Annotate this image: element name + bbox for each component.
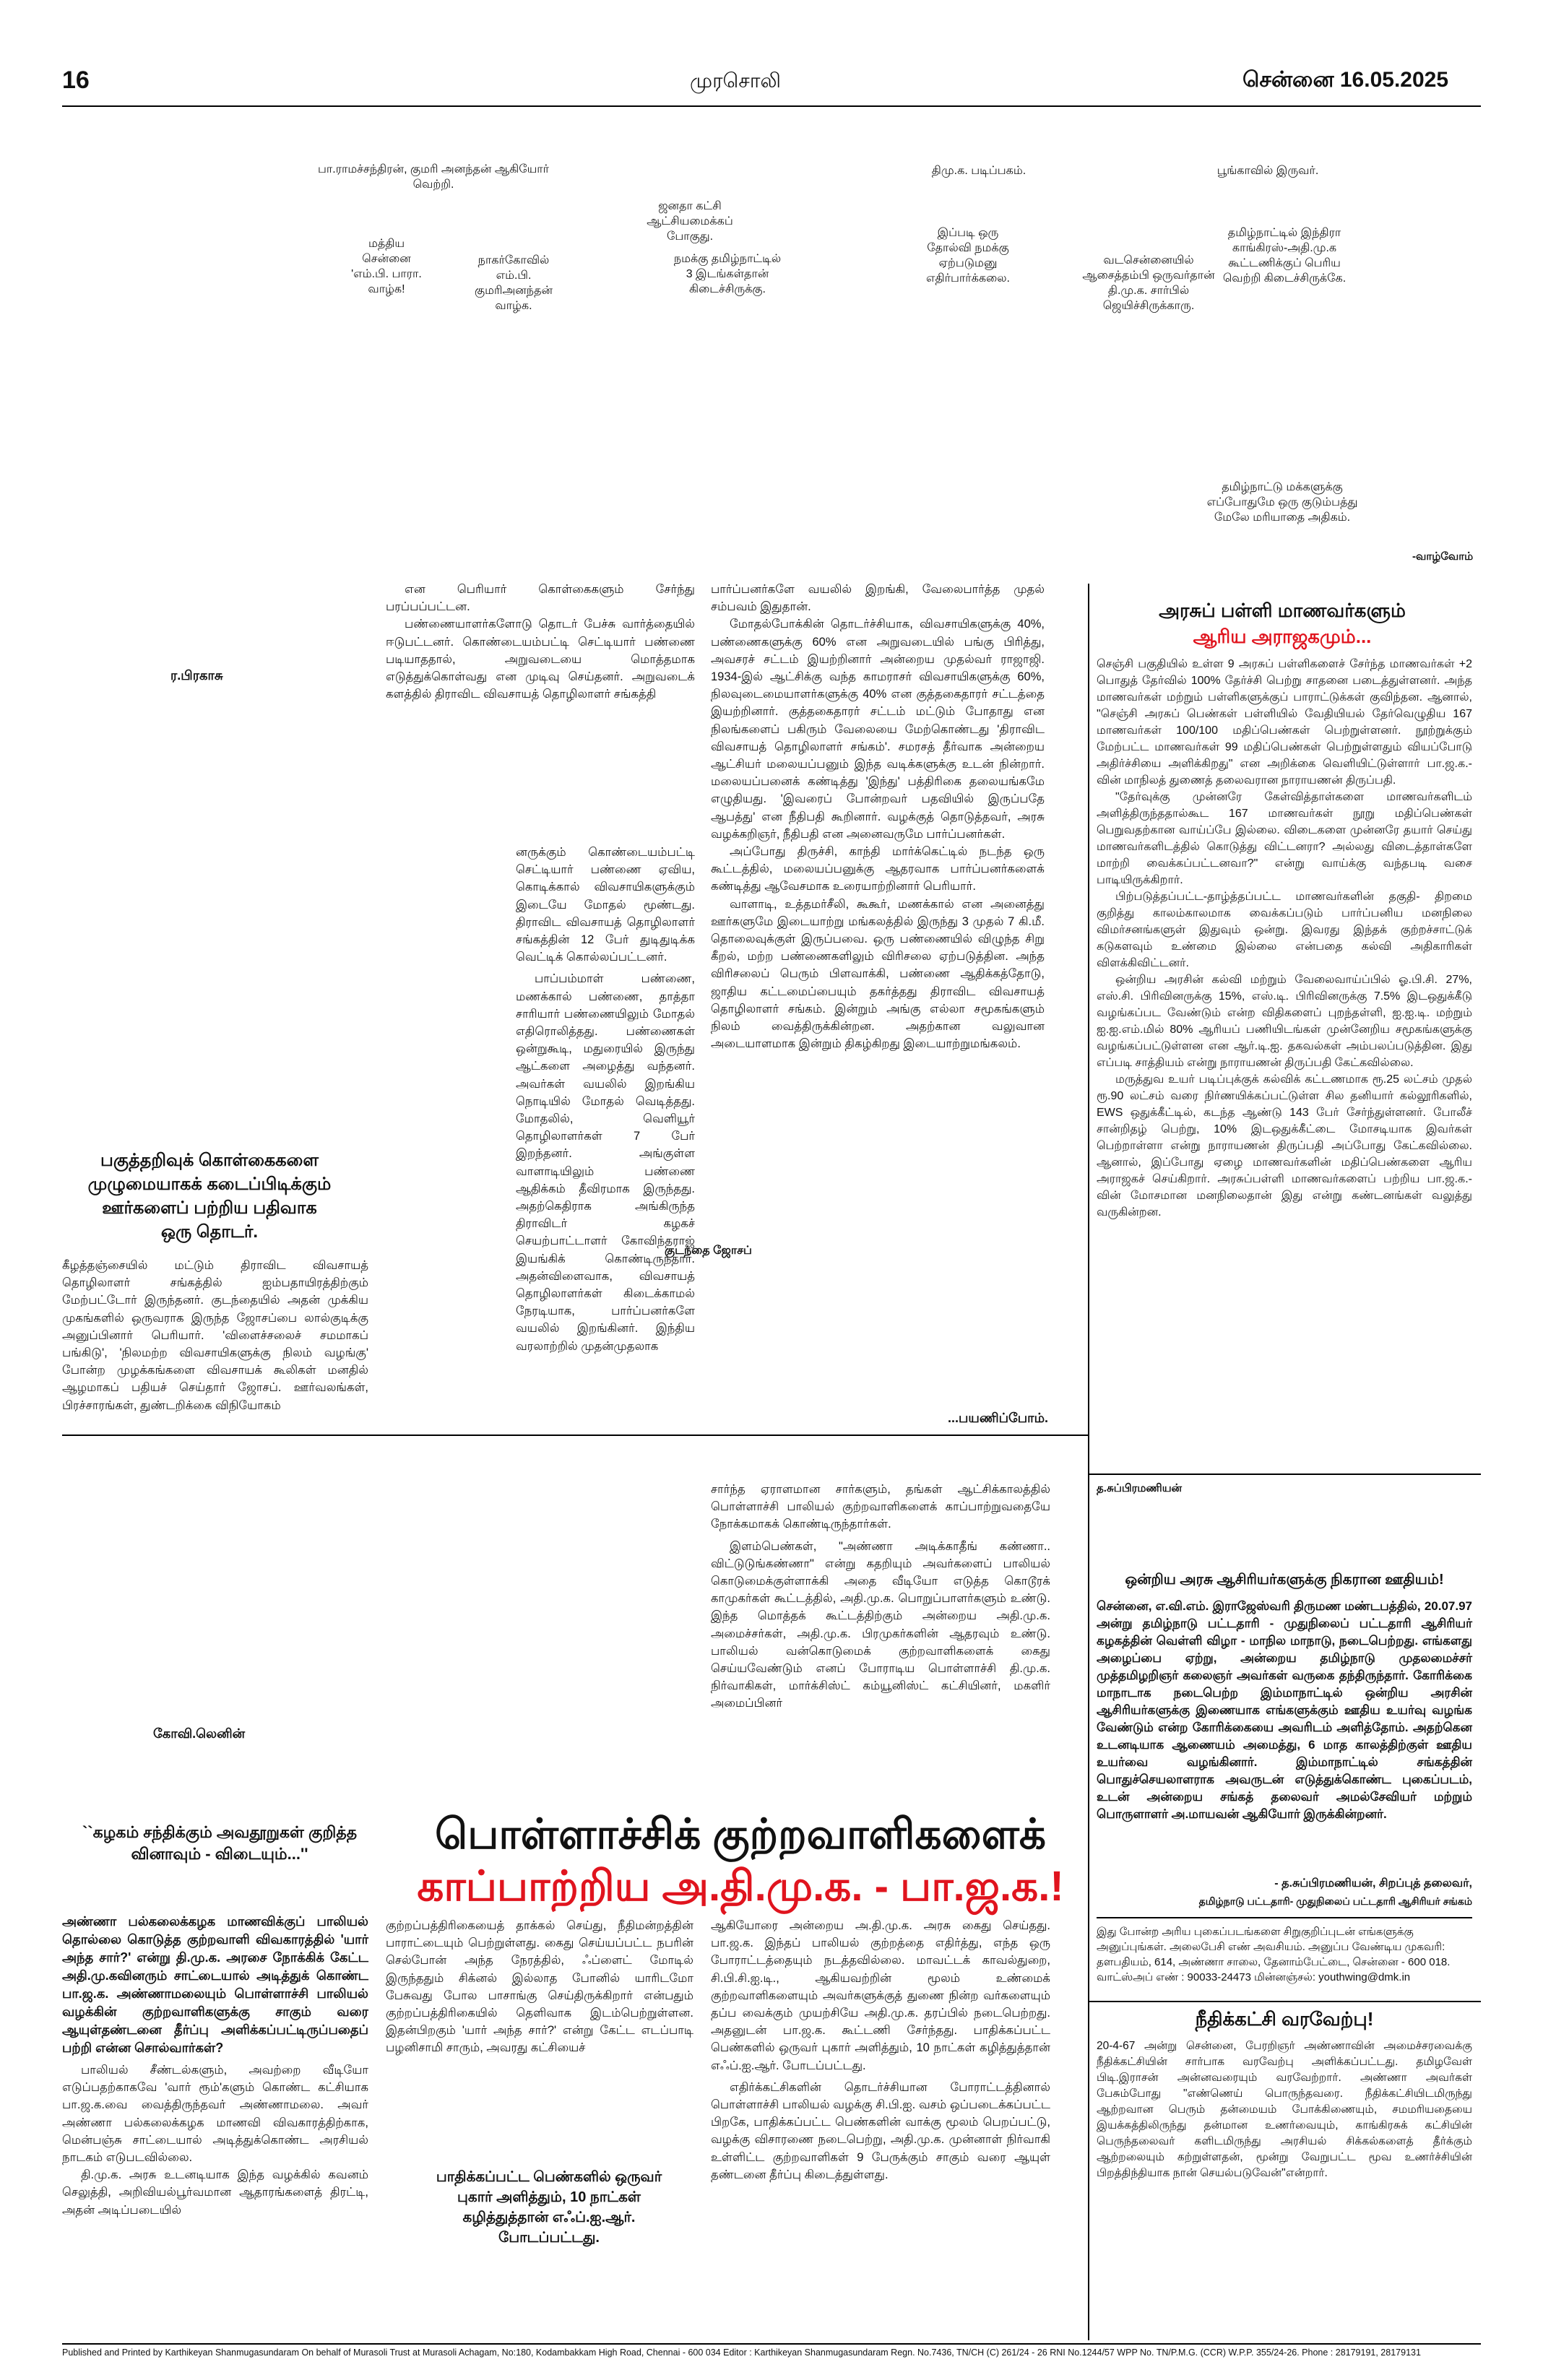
section-rule	[1088, 2001, 1481, 2002]
article-headline: ``கழகம் சந்திக்கும் அவதூறுகள் குறித்த வினாவும் - விடையும்...''	[82, 1823, 358, 1863]
cartoon-caption: நாகர்கோவில் எம்.பி. குமரிஅனந்தன் வாழ்க.	[474, 254, 553, 312]
cartoon-caption: மத்திய சென்னை 'எம்.பி. பாரா. வாழ்க!	[351, 238, 422, 295]
article-column: னருக்கும் கொண்டையம்பட்டி செட்டியார் பண்ணை ஏவிய, கொடிக்கால் விவசாயிகளுக்கும் இடையே மோதல் மூண்டது. திராவிட விவசாயத் தொழிலாளர் சங்கத்தின் 12 பேர் துடிதுடிக்க வெட்டிக் கொல்லப்பட்டனர். பாப்பம்மாள் பண்ணை, மணக்கால் பண்ணை, தாத்தா சாரியார் பண்ணையிலும் மோதல் எதிரொலித்தது. பண்ணைகள் ஒன்றுகூடி, மதுரையில் இருந்து ஆட்களை அழைத்து வந்தனர். அவர்கள் வயலில் இறங்கிய நொடியில் மோதல் வெடித்தது. மோதலில், வெளியூர் தொழிலாளர்கள் 7 பேர் இறந்தனர். அங்குள்ள வாளாடியிலும் பண்ணை ஆதிக்கம் தீவிரமாக இருந்தது. அதற்கெதிராக அங்கிருந்த திராவிடர் கழகச் செயற்பாட்டாளர் கோவிந்தராஜ் இயங்கிக் கொண்டிருந்தார். அதன்விளைவாக, விவசாயத் தொழிலாளர்கள் கிடைக்காமல் நேரடியாக, பார்ப்பனர்களே வயலில் இறங்கினர். இந்திய வரலாற்றில் முதன்முதலாக	[516, 846, 695, 1353]
article-byline: கோவி.லெனின்	[153, 1726, 246, 1741]
cartoon-caption: பூங்காவில் இருவர்.	[1216, 165, 1319, 177]
banner-headline-line2: காப்பாற்றிய அ.தி.மு.க. - பா.ஜ.க.!	[417, 1863, 1064, 1910]
article-subtitle: ஆரிய அராஜகமும்...	[1193, 626, 1372, 647]
article-headline: பகுத்தறிவுக் கொள்கைகளை முழுமையாகக் கடைப்பிடிக்கும் ஊர்களைப் பற்றிய பதிவாக ஒரு தொடர்.	[87, 1151, 332, 1242]
cartoon-caption: தமிழ்நாட்டில் இந்திரா காங்கிரஸ்-அதி.மு.க கூட்டணிக்குப் பெரிய வெற்றி கிடைச்சிருக்கே.	[1222, 227, 1347, 285]
cartoon-caption: ஜனதா கட்சி ஆட்சியமைக்கப் போகுது.	[647, 200, 733, 243]
section-rule	[1088, 1474, 1481, 1475]
article-column: பார்ப்பனர்களே வயலில் இறங்கி, வேலைபார்த்த முதல் சம்பவம் இதுதான். மோதல்போக்கின் தொடர்ச்சியாக, விவசாயிகளுக்கு 40%, பண்ணைகளுக்கு 60% என அறுவடையில் பங்கு பிரித்து, அவசரச் சட்டம் இயற்றினார் அன்றைய முதல்வர் ராஜாஜி. 1934-இல் ஆட்சிக்கு வந்த காமராசர் விவசாயிகளுக்கு 60%, நிலவுடைமையாளர்களுக்கு 40% என குத்தகைதாரர் சட்டத்தை இயற்றினார். குத்தகைதாரர் சட்டம் மட்டும் போதாது என நிலங்களைப் பகிரும் வேலையை மேற்கொண்டது 'திராவிட விவசாயத் தொழிலாளர் சங்கம்'. சமரசத் தீர்வாக அன்றைய ஆட்சியர் மலையப்பனும் இந்த வடிக்களுக்கு உடன் நின்றார். மலையப்பனைக் கண்டித்து 'இந்து' பத்திரிகை தலையங்கமே எழுதியது. 'இவரைப் போன்றவர் பதவியில் இருப்பதே ஆபத்து' என நீதிபதி கூறினார். வழக்குத் தொடுத்தவர், அரசு வழக்கறிஞர், நீதிபதி என அனைவருமே பார்ப்பனர்கள். அப்போது திருச்சி, காந்தி மார்க்கெட்டில் நடந்த ஒரு கூட்டத்தில், மலையப்பனுக்கு ஆதரவாக பார்ப்பனர்களைக் கண்டித்து ஆவேசமாக உரையாற்றினார் பெரியார். வாளாடி, உத்தமர்சீலி, கூகூர், மணக்கால் என அனைத்து ஊர்களுமே இடையாற்று மங்கலத்தில் இருந்து 3 முதல் 7 கி.மீ. தொலைவுக்குள் இருப்பவை. ஒரு பண்ணையில் விழுந்த சிறு கீறல், மற்ற பண்ணைகளிலும் விரிசலை ஏற்படுத்தின. அந்த விரிசலைப் பெரும் பிளவாக்கி, பண்ணை ஆதிக்கத்தோடு, ஜாதிய கட்டமைப்பையும் தகர்த்தது திராவிட விவசாயத் தொழிலாளர் சங்கம். இன்றும் அங்கு எல்லா சமூகங்களும் நிலம் வைத்திருக்கின்றன. அதற்கான வலுவான அடையாளமாக இன்றும் திகழ்கிறது இடையாற்றுமங்கலம்.	[711, 583, 1045, 1051]
signature: தமிழ்நாடு பட்டதாரி- முதுநிலைப் பட்டதாரி ஆசிரியர் சங்கம்	[1198, 1895, 1472, 1907]
cartoon-caption: வடசென்னையில் ஆசைத்தம்பி ஒருவர்தான் தி.மு.க. சார்பில் ஜெயிச்சிருக்காரு.	[1082, 254, 1215, 312]
cartoon-caption: திமு.க. படிப்பகம்.	[931, 165, 1026, 177]
article-byline: ர.பிரகாசு	[170, 668, 223, 683]
column-rule	[1088, 1474, 1089, 2340]
banner-headline-line1: பொள்ளாச்சிக் குற்றவாளிகளைக்	[435, 1811, 1046, 1858]
article-byline: த.சுப்பிரமணியன்	[1097, 1482, 1183, 1494]
masthead-rule	[62, 105, 1481, 107]
contribution-note: இது போன்ற அரிய புகைப்படங்களை சிறுகுறிப்புடன் எங்களுக்கு அனுப்புங்கள். அலைபேசி எண் அவசியம். அனுப்ப வேண்டிய முகவரி: தளபதியம், 614, அண்ணா சாலை, தேனாம்பேட்டை, சென்னை - 600 018. வாட்ஸ்அப் எண் : 90033-24473 மின்னஞ்சல்: youthwing@dmk.in	[1097, 1926, 1451, 1983]
article-column: 20-4-67 அன்று சென்னை, பேரறிஞர் அண்ணாவின் அமைச்சரவைக்கு நீதிக்கட்சியின் சார்பாக வரவேற்பு அளிக்கப்பட்டது. தமிழவேள் பிடி.இராசன் அன்னவரையும் வரவேற்றார். அண்ணா அவர்கள் பேசும்போது "எண்ணெய் பொருந்தவரை. நீதிக்கட்சியிடமிருந்து ஆற்றவான பெரும் தன்மையம் போக்கிணையும், சமமரியதையை இயக்கத்திலிருந்து தன்மான உணர்வையும், காங்கிரசுக் கட்சியின் பெருந்தலைவர் களிடமிருந்து அரசியல் சிக்கல்களைத் தீர்க்கும் ஆற்றலையும் கற்றுள்ளதன், மூன்று வேறுபட்ட மூவ உணர்ச்சியின் பிறத்திந்தியாக நான் செயல்படுவேன்"என்றார்.	[1097, 2040, 1472, 2179]
newspaper-name: முரசொலி	[690, 69, 781, 92]
cartoon-caption: பா.ராமச்சந்திரன், குமரி அனந்தன் ஆகியோர் வெற்றி.	[317, 163, 550, 191]
signature: - த.சுப்பிரமணியன், சிறப்புத் தலைவர்,	[1274, 1877, 1472, 1890]
article-column: ஆகியோரை அன்றைய அ.தி.மு.க. அரசு கைது செய்தது. பா.ஜ.க. இந்தப் பாலியல் குற்றத்தை எதிர்த்து, எந்த ஒரு போராட்டத்தையும் நடத்தவில்லை. மாவட்டக் காவல்துறை, சி.பி.சி.ஐ.டி., ஆகியவற்றின் மூலம் உண்மைக் குற்றவாளிகளையும் அவர்களுக்குத் துணை நின்ற வர்களையும் தப்ப வைக்கும் முயற்சியே அதி.மு.க. தரப்பில் நடைபெற்றது. அதனுடன் பா.ஜ.க. கூட்டணி சேர்ந்தது. பாதிக்கப்பட்ட பெண்களில் ஒருவர் புகார் அளித்தும், 10 நாட்கள் கழித்துத்தான் எஃப்.ஐ.ஆர். போடப்பட்டது. எதிர்க்கட்சிகளின் தொடர்ச்சியான போராட்டத்தினால் பொள்ளாச்சி பாலியல் வழக்கு சி.பி.ஐ. வசம் ஒப்படைக்கப்பட்ட பிறகே, பாதிக்கப்பட்ட பெண்களின் வாக்கு மூலம் பெறப்பட்டு, வழக்கு விசாரணை நடைபெற்று, அதி.மு.க. முன்னாள் நிர்வாகி உள்ளிட்ட குற்றவாளிகள் 9 பேருக்கும் சாகும் வரை ஆயுள் தண்டனை தீர்ப்பு கிடைத்துள்ளது.	[711, 1919, 1050, 2181]
imprint-line: Published and Printed by Karthikeyan Shanmugasundaram On behalf of Murasoli Trust at Murasoli Achagam, No:180, Kodambakkam High Road, Chennai - 600 034 Editor : Karthikeyan Shanmugasundaram Regn. No.7436, TN/CH (C) 261/24 - 26 RNI No.1244/57 WPP No. TN/P.M.G. (CCR) W.P.P. 355/24-26. Phone : 28179191, 28179131	[62, 2347, 1421, 2358]
article-column: சார்ந்த ஏராளமான சார்களும், தங்கள் ஆட்சிக்காலத்தில் பொள்ளாச்சி பாலியல் குற்றவாளிகளைக் காப்பாற்றுவதையே நோக்கமாகக் கொண்டிருந்தார்கள். இளம்பெண்கள், "அண்ணா அடிக்காதீங் கண்ணா.. விட்டுடுங்கண்ணா" என்று கதறியும் அவர்களைப் பாலியல் கொடுமைக்குள்ளாக்கி அதை வீடியோ எடுத்த கொடூரக் காமுகர்கள் கூட்டத்தில், அதி.மு.க. பொறுப்பாளர்களும் உண்டு. இந்த மொத்தக் கூட்டத்திற்கும் அன்றைய அதி.மு.க. அமைச்சர்கள், அதி.மு.க. பிரமுகர்களின் ஆதரவும் உண்டு. பாலியல் வன்கொடுமைக் குற்றவாளிகளைக் கைது செய்யவேண்டும் எனப் போராடிய பொள்ளாச்சி தி.மு.க. நிர்வாகிகள், மார்க்சிஸ்ட் கம்யூனிஸ்ட் கட்சியினர், மகளிர் அமைப்பினர்	[711, 1483, 1050, 1710]
footer-rule	[62, 2343, 1481, 2345]
article-column: அண்ணா பல்கலைக்கழக மாணவிக்குப் பாலியல் தொல்லை கொடுத்த குற்றவாளி விவகாரத்தில் 'யார் அந்த சார்?' என்று தி.மு.க. அரசை நோக்கிக் கேட்ட அதி.மு.கவினரும் சாட்டையால் அடித்துக் கொண்ட பா.ஜ.க. அண்ணாமலையும் பொள்ளாச்சி பாலியல் வழக்கின் குற்றவாளிகளுக்கு சாகும் வரை ஆயுள்தண்டனை தீர்ப்பு அளிக்கப்பட்டிருப்பதைப் பற்றி என்ன சொல்வார்கள்? பாலியல் சீண்டல்களும், அவற்றை வீடியோ எடுப்பதற்காகவே 'வார் ரூம்'களும் கொண்ட கட்சியாக பா.ஜ.க.வை வைத்திருந்தவர் அண்ணாமலை. அவர் அண்ணா பல்கலைக்கழக மாணவி விவகாரத்திற்காக, மென்பஞ்சு சாட்டையால் அடித்துக்கொண்ட அரசியல் நாடகம் எடுபடவில்லை. தி.மு.க. அரசு உடனடியாக இந்த வழக்கில் கவனம் செலுத்தி, அறிவியல்பூர்வமான ஆதாரங்களைத் திரட்டி, அதன் அடிப்படையில்	[62, 1914, 368, 2217]
photo-credit: குடந்தை ஜோசப்	[665, 1245, 752, 1257]
article-title: அரசுப் பள்ளி மாணவர்களும்	[1159, 600, 1406, 621]
section-rule	[62, 1435, 1088, 1436]
cartoon-caption: தமிழ்நாட்டு மக்களுக்கு எப்போதுமே ஒரு குடும்பத்து மேலே மரியாதை அதிகம்.	[1206, 481, 1358, 524]
cartoon-caption: நமக்கு தமிழ்நாட்டில் 3 இடங்கள்தான் கிடைச்சிருக்கு.	[673, 253, 782, 295]
article-column: என பெரியார் கொள்கைகளும் சேர்ந்து பரப்பப்பட்டன. பண்ணையாளர்களோடு தொடர் பேச்சு வார்த்தையில் ஈடுபட்டனர். கொண்டையம்பட்டி செட்டியார் பண்ணை படியாததால், அறுவடையை மொத்தமாக எடுத்துக்கொள்வது என முடிவு செய்தனர். அறுவடைக் களத்தில் திராவிட விவசாயத் தொழிலாளர் சங்கத்தி	[386, 583, 695, 701]
article-title: நீதிக்கட்சி வரவேற்பு!	[1195, 2008, 1374, 2030]
page-number: 16	[62, 66, 90, 94]
article-column: சென்னை, எ.வி.எம். இராஜேஸ்வரி திருமண மண்டபத்தில், 20.07.97 அன்று தமிழ்நாடு பட்டதாரி - முதுநிலைப் பட்டதாரி ஆசிரியர் கழகத்தின் வெள்ளி விழா - மாநில மாநாடு, நடைபெற்றது. எங்களது அழைப்பை ஏற்று, அன்றைய தமிழ்நாடு முதலமைச்சர் முத்தமிழறிஞர் கலைஞர் அவர்கள் வருகை தந்திருந்தார். கோரிக்கை மாநாடாக நடைபெற்ற இம்மாநாட்டில் ஒன்றிய அரசின் ஆசிரியர்களுக்கு இணையாக எங்களுக்கும் ஊதிய உயர்வு வழங்க வேண்டும் என்ற கோரிக்கையை அவரிடம் அளித்தோம். அதற்கென உடனடியாக ஆணையம் அமைத்து, 6 மாத காலத்திற்குள் ஊதிய உயர்வை வழங்கினார். இம்மாநாட்டில் சங்கத்தின் பொதுச்செயலாளராக அவருடன் எடுத்துக்கொண்ட புகைப்படம், உடன் அன்றைய சங்கத் தலைவர் அமல்சேவியர் மற்றும் பொருளாளர் அ.மாயவன் ஆகியோர் இருக்கின்றனர்.	[1097, 1599, 1472, 1821]
article-column: கீழத்தஞ்சையில் மட்டும் திராவிட விவசாயத் தொழிலாளர் சங்கத்தில் ஐம்பதாயிரத்திற்கும் மேற்பட்டோர் இருந்தனர். குடந்தையில் அதன் முக்கிய முகங்களில் ஒருவராக இருந்த ஜோசப்பை லால்குடிக்கு அனுப்பினார் பெரியார். 'விளைச்சலைச் சமமாகப் பங்கிடு', 'நிலமற்ற விவசாயிகளுக்கு நிலம் வழங்கு' போன்ற முழக்கங்களை விவசாயக் கூலிகள் மனதில் ஆழமாகப் பதியச் செய்தார் ஜோசப். ஊர்வலங்கள், பிரச்சாரங்கள், துண்டறிக்கை விநியோகம்	[62, 1259, 368, 1412]
article-title: ஒன்றிய அரசு ஆசிரியர்களுக்கு நிகரான ஊதியம்!	[1125, 1572, 1444, 1588]
cartoon-signature: -வாழ்வோம்	[1412, 550, 1474, 563]
continued-marker: ...பயணிப்போம்.	[948, 1411, 1049, 1425]
cartoon-caption: இப்படி ஒரு தோல்வி நமக்கு ஏற்படுமனு எதிர்பார்க்கலை.	[926, 227, 1010, 285]
dateline: சென்னை 16.05.2025	[1242, 68, 1449, 92]
photo-caption: பாதிக்கப்பட்ட பெண்களில் ஒருவர் புகார் அளித்தும், 10 நாட்கள் கழித்துத்தான் எஃப்.ஐ.ஆர். போடப்பட்டது.	[436, 2169, 662, 2246]
column-rule	[1088, 584, 1089, 1475]
article-column: குற்றப்பத்திரிகையைத் தாக்கல் செய்து, நீதிமன்றத்தின் பாராட்டையும் பெற்றுள்ளது. கைது செய்யப்பட்ட நபரின் செல்போன் அந்த நேரத்தில், ஃப்ளைட் மோடில் இருந்ததும் சிக்னல் இல்லாத போனில் யாரிடமோ பேசுவது போல பாசாங்கு செய்திருக்கிறார் என்பதும் குற்றப்பத்திரிகையில் தெளிவாக இடம்பெற்றுள்ளன. இதன்பிறகும் 'யார் அந்த சார்?' என்று கேட்ட எடப்பாடி பழனிசாமி சாரும், அவரது கட்சியைச்	[386, 1919, 693, 2055]
note-rule	[1097, 1917, 1472, 1918]
article-column: செஞ்சி பகுதியில் உள்ள 9 அரசுப் பள்ளிகளைச் சேர்ந்த மாணவர்கள் +2 பொதுத் தேர்வில் 100% தேர்ச்சி பெற்று சாதனை படைத்துள்ளனர். அந்த மாணவர்கள் மற்றும் பள்ளிகளுக்குப் பாராட்டுக்கள் குவிந்தன. ஆனால், "செஞ்சி அரசுப் பெண்கள் பள்ளியில் வேதியியல் தேர்வெழுதிய 167 மாணவர்கள் 100/100 மதிப்பெண்கள் பெற்றுள்ளனர். நூற்றுக்கும் மேற்பட்ட மாணவர்கள் 99 மதிப்பெண்கள் பெற்றுள்ளதும் வியப்போடு அதிர்ச்சியை அளிக்கிறது" என அறிக்கை வெளியிட்டுள்ளார் பா.ஜ.க.-வின் மாநிலத் துணைத் தலைவரான நாராயணன் திருப்பதி. "தேர்வுக்கு முன்னரே கேள்வித்தாள்களை மாணவர்களிடம் அளித்திருந்ததால்கூட 167 மாணவர்கள் நூறு மதிப்பெண்கள் பெறுவதற்கான வாய்ப்பே இல்லை. விடைகளை முன்னரே தயார் செய்து மாணவர்களிடத்தில் கொடுத்து விட்டனரா? அல்லது விடைத்தாள்களே மாற்றி வைக்கப்பட்டனவா?" என்று வாய்க்கு வந்தபடி வசை பாடியிருக்கிறார். பிற்படுத்தப்பட்ட-தாழ்த்தப்பட்ட மாணவர்களின் தகுதி- திறமை குறித்து காலம்காலமாக வைக்கப்படும் பார்ப்பனிய மனநிலை விமர்சனங்களுள் இதுவும் ஒன்று. இவரது இந்தக் குற்றச்சாட்டுக் கடுகளவும் உண்மை இல்லை என்பதை கல்வி அதிகாரிகள் விளக்கிவிட்டனர். ஒன்றிய அரசின் கல்வி மற்றும் வேலைவாய்ப்பில் ஓ.பி.சி. 27%, எஸ்.சி. பிரிவினருக்கு 15%, எஸ்.டி. பிரிவினருக்கு 7.5% இடஒதுக்கீடு வழங்கப்பட வேண்டும் என்ற விதிகளைப் புறந்தள்ளி, ஐ.ஐ.டி. மற்றும் ஐ.ஐ.எம்.மில் 80% ஆரியப் பணியிடங்கள் முன்னேறிய சமூகங்களுக்கு வழங்கப்பட்டுள்ளன என ஆர்.டி.ஐ. தகவல்கள் அம்பலப்படுத்தின. இது எப்படி சாத்தியம் என்று நாராயணன் திருப்பதி கேட்கவில்லை. மருத்துவ உயர் படிப்புக்குக் கல்விக் கட்டணமாக ரூ.25 லட்சம் முதல் ரூ.90 லட்சம் வரை நிர்ணயிக்கப்பட்டுள்ள சில தனியார் கல்லூரிகளில், EWS ஒதுக்கீட்டில், கடந்த ஆண்டு 143 பேர் சேர்ந்துள்ளனர். போலீச் சான்றிதழ் பெற்று, 10% இடஒதுக்கீட்டை மோசடியாக இவர்கள் பெற்றாள்ளா என்று நாராயணன் திருப்பதி அப்போது கேட்கவில்லை. ஆனால், இப்போது ஏழை மாணவர்களின் மதிப்பெண்களை ஆரிய அராஜகச் செய்கிறார். அரசுப்பள்ளி மாணவர்களைப் பற்றிய பா.ஜ.க.-வின் மோசமான மனநிலைதான் இது என்று கண்டனங்கள் வலுத்து வருகின்றன.	[1097, 658, 1472, 1219]
